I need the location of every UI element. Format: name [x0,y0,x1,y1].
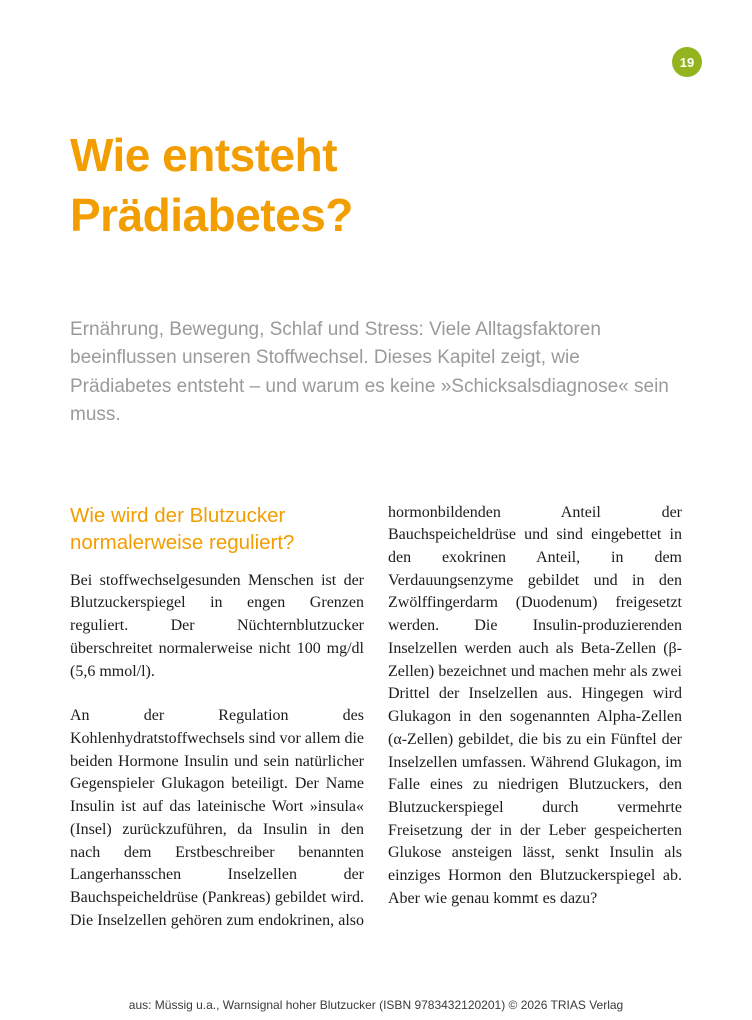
body-paragraph: An der Regulation des Kohlenhydratstoffwechsels sind vor allem die beiden Hormone Insulin und sein natürlicher Gegenspieler Glukagon beteiligt. Der Name Insulin ist auf das lateinische Wort »insula« (Insel) zurückzuführen, da Insulin in den nach dem Erstbeschreiber benannten Langerhansschen Inselzellen der Bauchspeicheldrüse (Pankreas) gebildet wird. Die Inselzellen gehören zum endokrinen, also hormonbildenden Anteil der Bauchspeicheldrüse und sind eingebettet in den exokrinen Anteil, in dem Verdauungsenzyme gebildet und in den Zwölffingerdarm (Duodenum) freigesetzt werden. Die Insulin-produzierenden Inselzellen werden auch als Beta-Zellen (β-Zellen) bezeichnet und machen mehr als zwei Drittel der Inselzellen aus. Hingegen wird Glukagon in den sogenannten Alpha-Zellen (α-Zellen) gebildet, die bis zu ein Fünftel der Inselzellen umfassen. Während Glukagon, im Falle eines zu niedrigen Blutzuckers, den Blutzuckerspiegel durch vermehrte Freisetzung der in der Leber gespeicherten Glukose ansteigen lässt, senkt Insulin als einziges Hormon den Blutzuckerspiegel ab. Aber wie genau kommt es dazu? [70,503,682,929]
page-number-badge [672,47,702,77]
two-column-body [70,502,682,944]
imprint-line: aus: Müssig u.a., Warnsignal hoher Blutzucker (ISBN 9783432120201) © 2026 TRIAS Verlag [128,998,624,1012]
page-number: 19 [679,54,695,70]
body-paragraph: Bei stoffwechselgesunden Menschen ist der Blutzuckerspiegel in engen Grenzen reguliert. Der Nüchternblutzucker überschreitet normalerweise nicht 100 mg/dl (5,6 mmol/l). [70,571,364,680]
section-heading: Wie wird der Blutzucker normalerweise reguliert? [70,503,295,554]
chapter-intro: Ernährung, Bewegung, Schlaf und Stress: Viele Alltagsfaktoren beeinflussen unseren Stoffwechsel. Dieses Kapitel zeigt, wie Prädiabetes entsteht – und warum es keine »Schicksalsdiagnose« sein muss. [70,318,669,426]
chapter-title: Wie entsteht Prädiabetes? [70,129,353,241]
